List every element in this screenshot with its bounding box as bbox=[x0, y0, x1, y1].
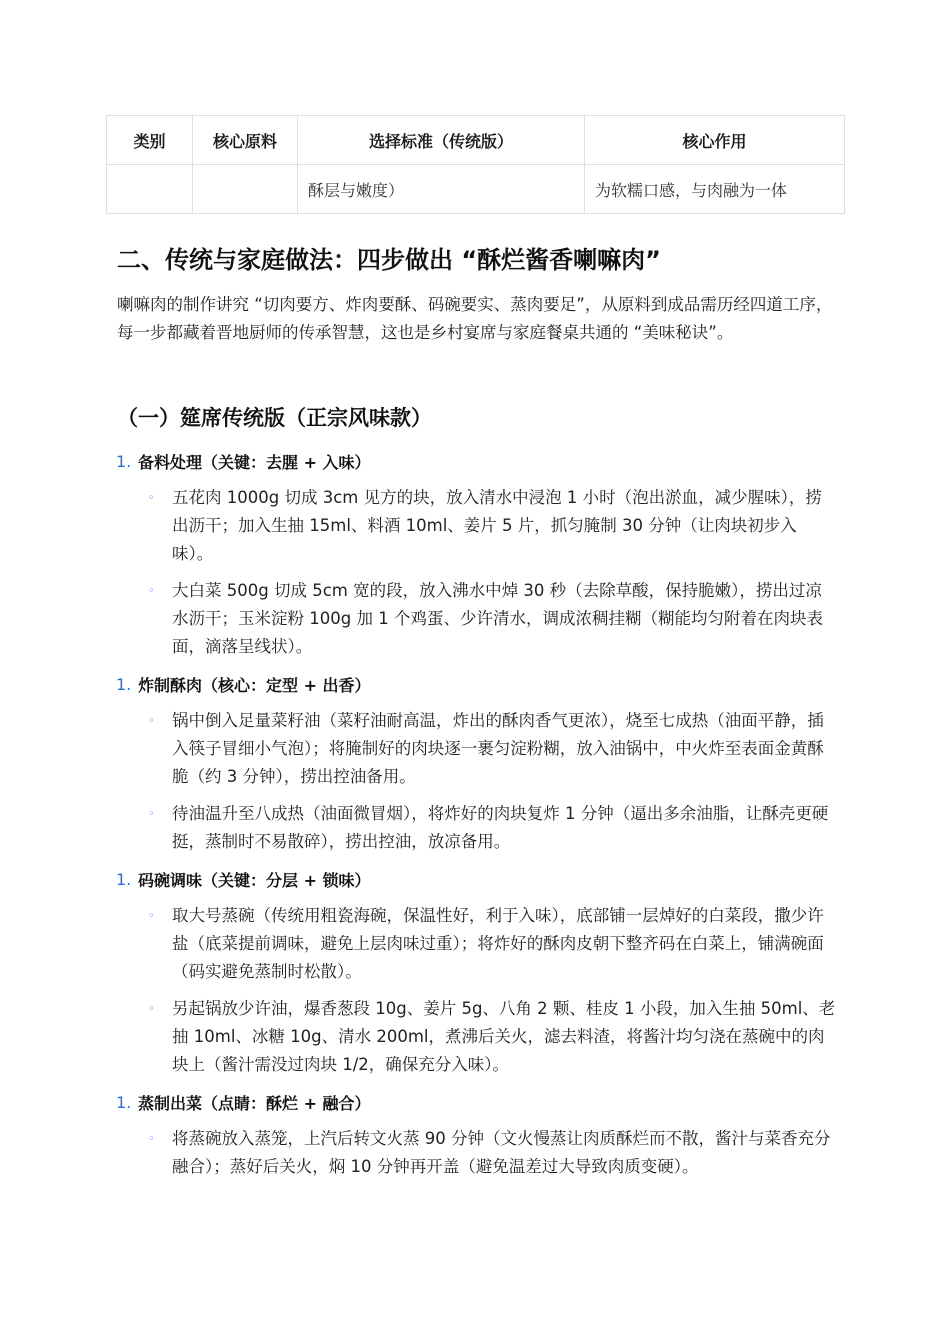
bullet-icon: ◦ bbox=[148, 491, 155, 504]
bullet-icon: ◦ bbox=[148, 807, 155, 820]
list-item-text: 另起锅放少许油，爆香葱段 10g、姜片 5g、八角 2 颗、桂皮 1 小段，加入生抽 50ml、老抽 10ml、冰糖 10g、清水 200ml，煮沸后关火，滤去料渣，将酱汁均匀浇在蒸碗中的肉块上（酱汁需没过肉块 1/2，确保充分入味）。 bbox=[172, 999, 836, 1074]
list-item bbox=[148, 995, 838, 1079]
section-title: 二、传统与家庭做法：四步做出 “酥烂酱香喇嘛肉” bbox=[117, 246, 661, 274]
step-number: 1. bbox=[116, 870, 132, 889]
list-item-text: 将蒸碗放入蒸笼，上汽后转文火蒸 90 分钟（文火慢蒸让肉质酥烂而不散，酱汁与菜香充分融合）；蒸好后关火，焖 10 分钟再开盖（避免温差过大导致肉质变硬）。 bbox=[172, 1129, 831, 1176]
list-item bbox=[148, 484, 838, 568]
table-cell bbox=[193, 165, 298, 214]
table-header-cell: 核心作用 bbox=[585, 116, 845, 165]
table-header-cell: 类别 bbox=[107, 116, 193, 165]
step-title: 备料处理（关键：去腥 + 入味） bbox=[138, 453, 371, 472]
step-title: 蒸制出菜（点睛：酥烂 + 融合） bbox=[138, 1094, 371, 1113]
step-title: 炸制酥肉（核心：定型 + 出香） bbox=[138, 676, 371, 695]
bullet-icon: ◦ bbox=[148, 1132, 155, 1145]
intro-paragraph: 喇嘛肉的制作讲究 “切肉要方、炸肉要酥、码碗要实、蒸肉要足”，从原料到成品需历经四道工序，每一步都藏着晋地厨师的传承智慧，这也是乡村宴席与家庭餐桌共通的 “美味秘诀”。 bbox=[117, 295, 833, 342]
table-cell: 为软糯口感，与肉融为一体 bbox=[585, 165, 845, 214]
bullet-icon: ◦ bbox=[148, 584, 155, 597]
list-item bbox=[148, 800, 838, 856]
subsection-title: （一）筵席传统版（正宗风味款） bbox=[117, 406, 432, 430]
step-heading bbox=[116, 868, 371, 891]
list-item-text: 待油温升至八成热（油面微冒烟），将炸好的肉块复炸 1 分钟（逼出多余油脂，让酥壳更硬挺，蒸制时不易散碎），捞出控油，放凉备用。 bbox=[172, 804, 829, 851]
table-cell: 酥层与嫩度） bbox=[298, 165, 585, 214]
list-item bbox=[148, 577, 838, 661]
step-heading bbox=[116, 673, 371, 696]
table-header-cell: 选择标准（传统版） bbox=[298, 116, 585, 165]
step-number: 1. bbox=[116, 1093, 132, 1112]
list-item bbox=[148, 1125, 838, 1181]
list-item-text: 锅中倒入足量菜籽油（菜籽油耐高温，炸出的酥肉香气更浓），烧至七成热（油面平静，插入筷子冒细小气泡）；将腌制好的肉块逐一裹匀淀粉糊，放入油锅中，中火炸至表面金黄酥脆（约 3 分钟），捞出控油备用。 bbox=[172, 711, 824, 786]
step-heading bbox=[116, 1091, 371, 1114]
list-item-text: 五花肉 1000g 切成 3cm 见方的块，放入清水中浸泡 1 小时（泡出淤血，减少腥味），捞出沥干；加入生抽 15ml、料酒 10ml、姜片 5 片，抓匀腌制 30 分钟（让肉块初步入味）。 bbox=[172, 488, 822, 563]
table-header-row bbox=[107, 116, 845, 165]
list-item bbox=[148, 902, 838, 986]
table-row bbox=[107, 165, 845, 214]
list-item-text: 取大号蒸碗（传统用粗瓷海碗，保温性好，利于入味），底部铺一层焯好的白菜段，撒少许盐（底菜提前调味，避免上层肉味过重）；将炸好的酥肉皮朝下整齐码在白菜上，铺满碗面（码实避免蒸制时松散）。 bbox=[172, 906, 824, 981]
bullet-icon: ◦ bbox=[148, 1002, 155, 1015]
ingredient-table bbox=[106, 115, 845, 214]
bullet-icon: ◦ bbox=[148, 909, 155, 922]
step-heading bbox=[116, 450, 371, 473]
list-item-text: 大白菜 500g 切成 5cm 宽的段，放入沸水中焯 30 秒（去除草酸，保持脆嫩），捞出过凉水沥干；玉米淀粉 100g 加 1 个鸡蛋、少许清水，调成浓稠挂糊（糊能均匀附着在肉块表面，滴落呈线状）。 bbox=[172, 581, 823, 656]
step-number: 1. bbox=[116, 452, 132, 471]
table-header-cell: 核心原料 bbox=[193, 116, 298, 165]
step-number: 1. bbox=[116, 675, 132, 694]
bullet-icon: ◦ bbox=[148, 714, 155, 727]
step-title: 码碗调味（关键：分层 + 锁味） bbox=[138, 871, 371, 890]
table-cell bbox=[107, 165, 193, 214]
list-item bbox=[148, 707, 838, 791]
